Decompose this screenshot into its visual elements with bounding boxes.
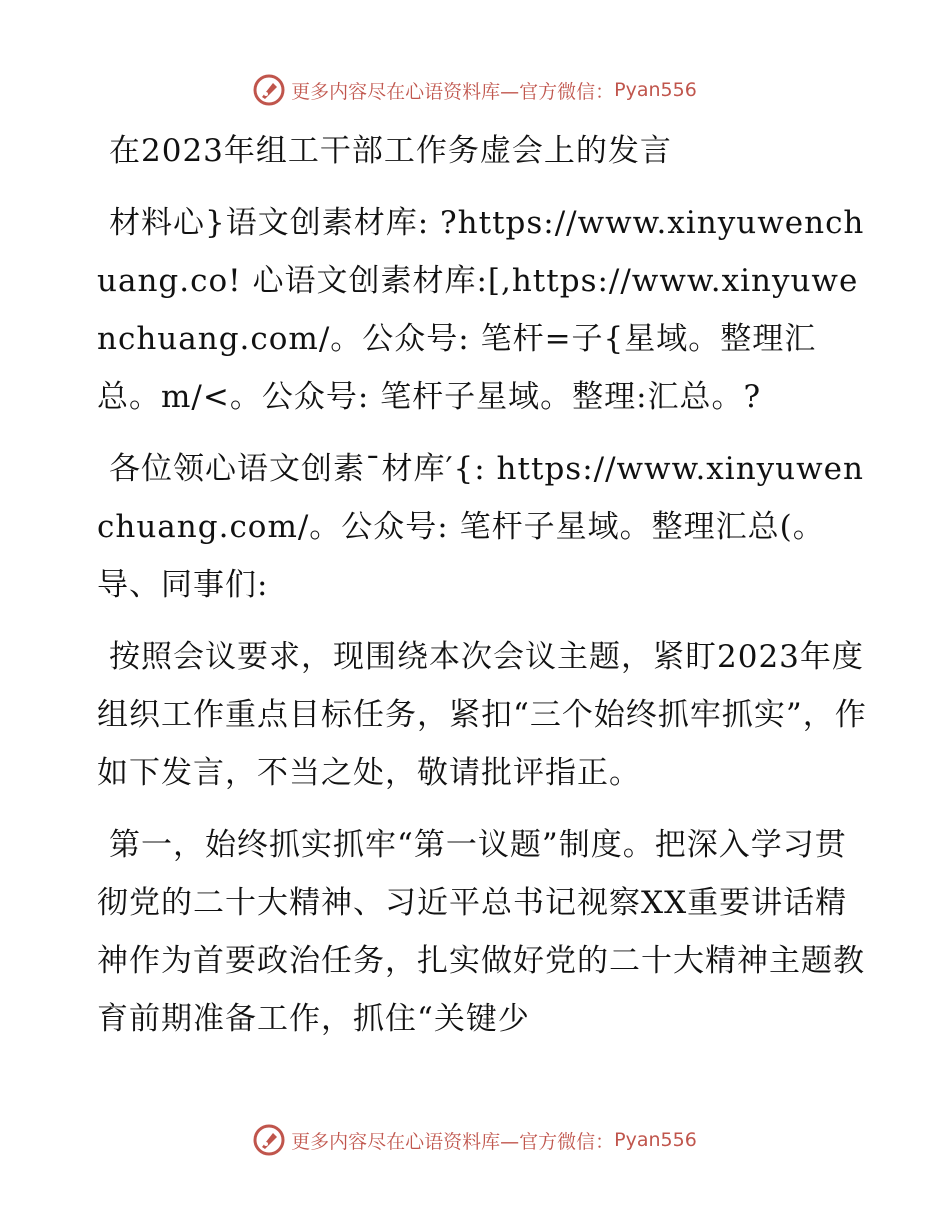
pen-nib-icon <box>253 74 285 106</box>
paragraph-intro: 按照会议要求，现围绕本次会议主题，紧盯2023年度组织工作重点目标任务，紧扣“三个始终抓牢抓实”，作如下发言，不当之处，敬请批评指正。 <box>97 639 867 791</box>
banner-text: 更多内容尽在心语资料库—官方微信： <box>291 80 615 103</box>
document-title: 在2023年组工干部工作务虚会上的发言 <box>109 133 672 169</box>
banner-wechat-id: Pyan556 <box>614 1129 697 1151</box>
header-banner <box>0 70 950 110</box>
pen-nib-icon <box>253 1124 285 1156</box>
document-body <box>97 122 867 1062</box>
paragraph-first-point: 第一，始终抓实抓牢“第一议题”制度。把深入学习贯彻党的二十大精神、习近平总书记视察XX重要讲话精神作为首要政治任务，扎实做好党的二十大精神主题教育前期准备工作，抓住“关键少 <box>97 827 865 1037</box>
paragraph-salutation: 各位领心语文创素¯材库′{: https://www.xinyuwenchuang.com/。公众号: 笔杆子星域。整理汇总(。导、同事们: <box>97 451 864 603</box>
banner-wechat-id: Pyan556 <box>614 79 697 101</box>
footer-banner <box>0 1120 950 1160</box>
paragraph-source-note: 材料心}语文创素材库: ?https://www.xinyuwenchuang.co! 心语文创素材库:[,https://www.xinyuwenchuang.com/。公众号: 笔杆=子{星域。整理汇总。m/<。公众号: 笔杆子星域。整理:汇总。? <box>97 205 865 415</box>
banner-text: 更多内容尽在心语资料库—官方微信： <box>291 1130 615 1153</box>
